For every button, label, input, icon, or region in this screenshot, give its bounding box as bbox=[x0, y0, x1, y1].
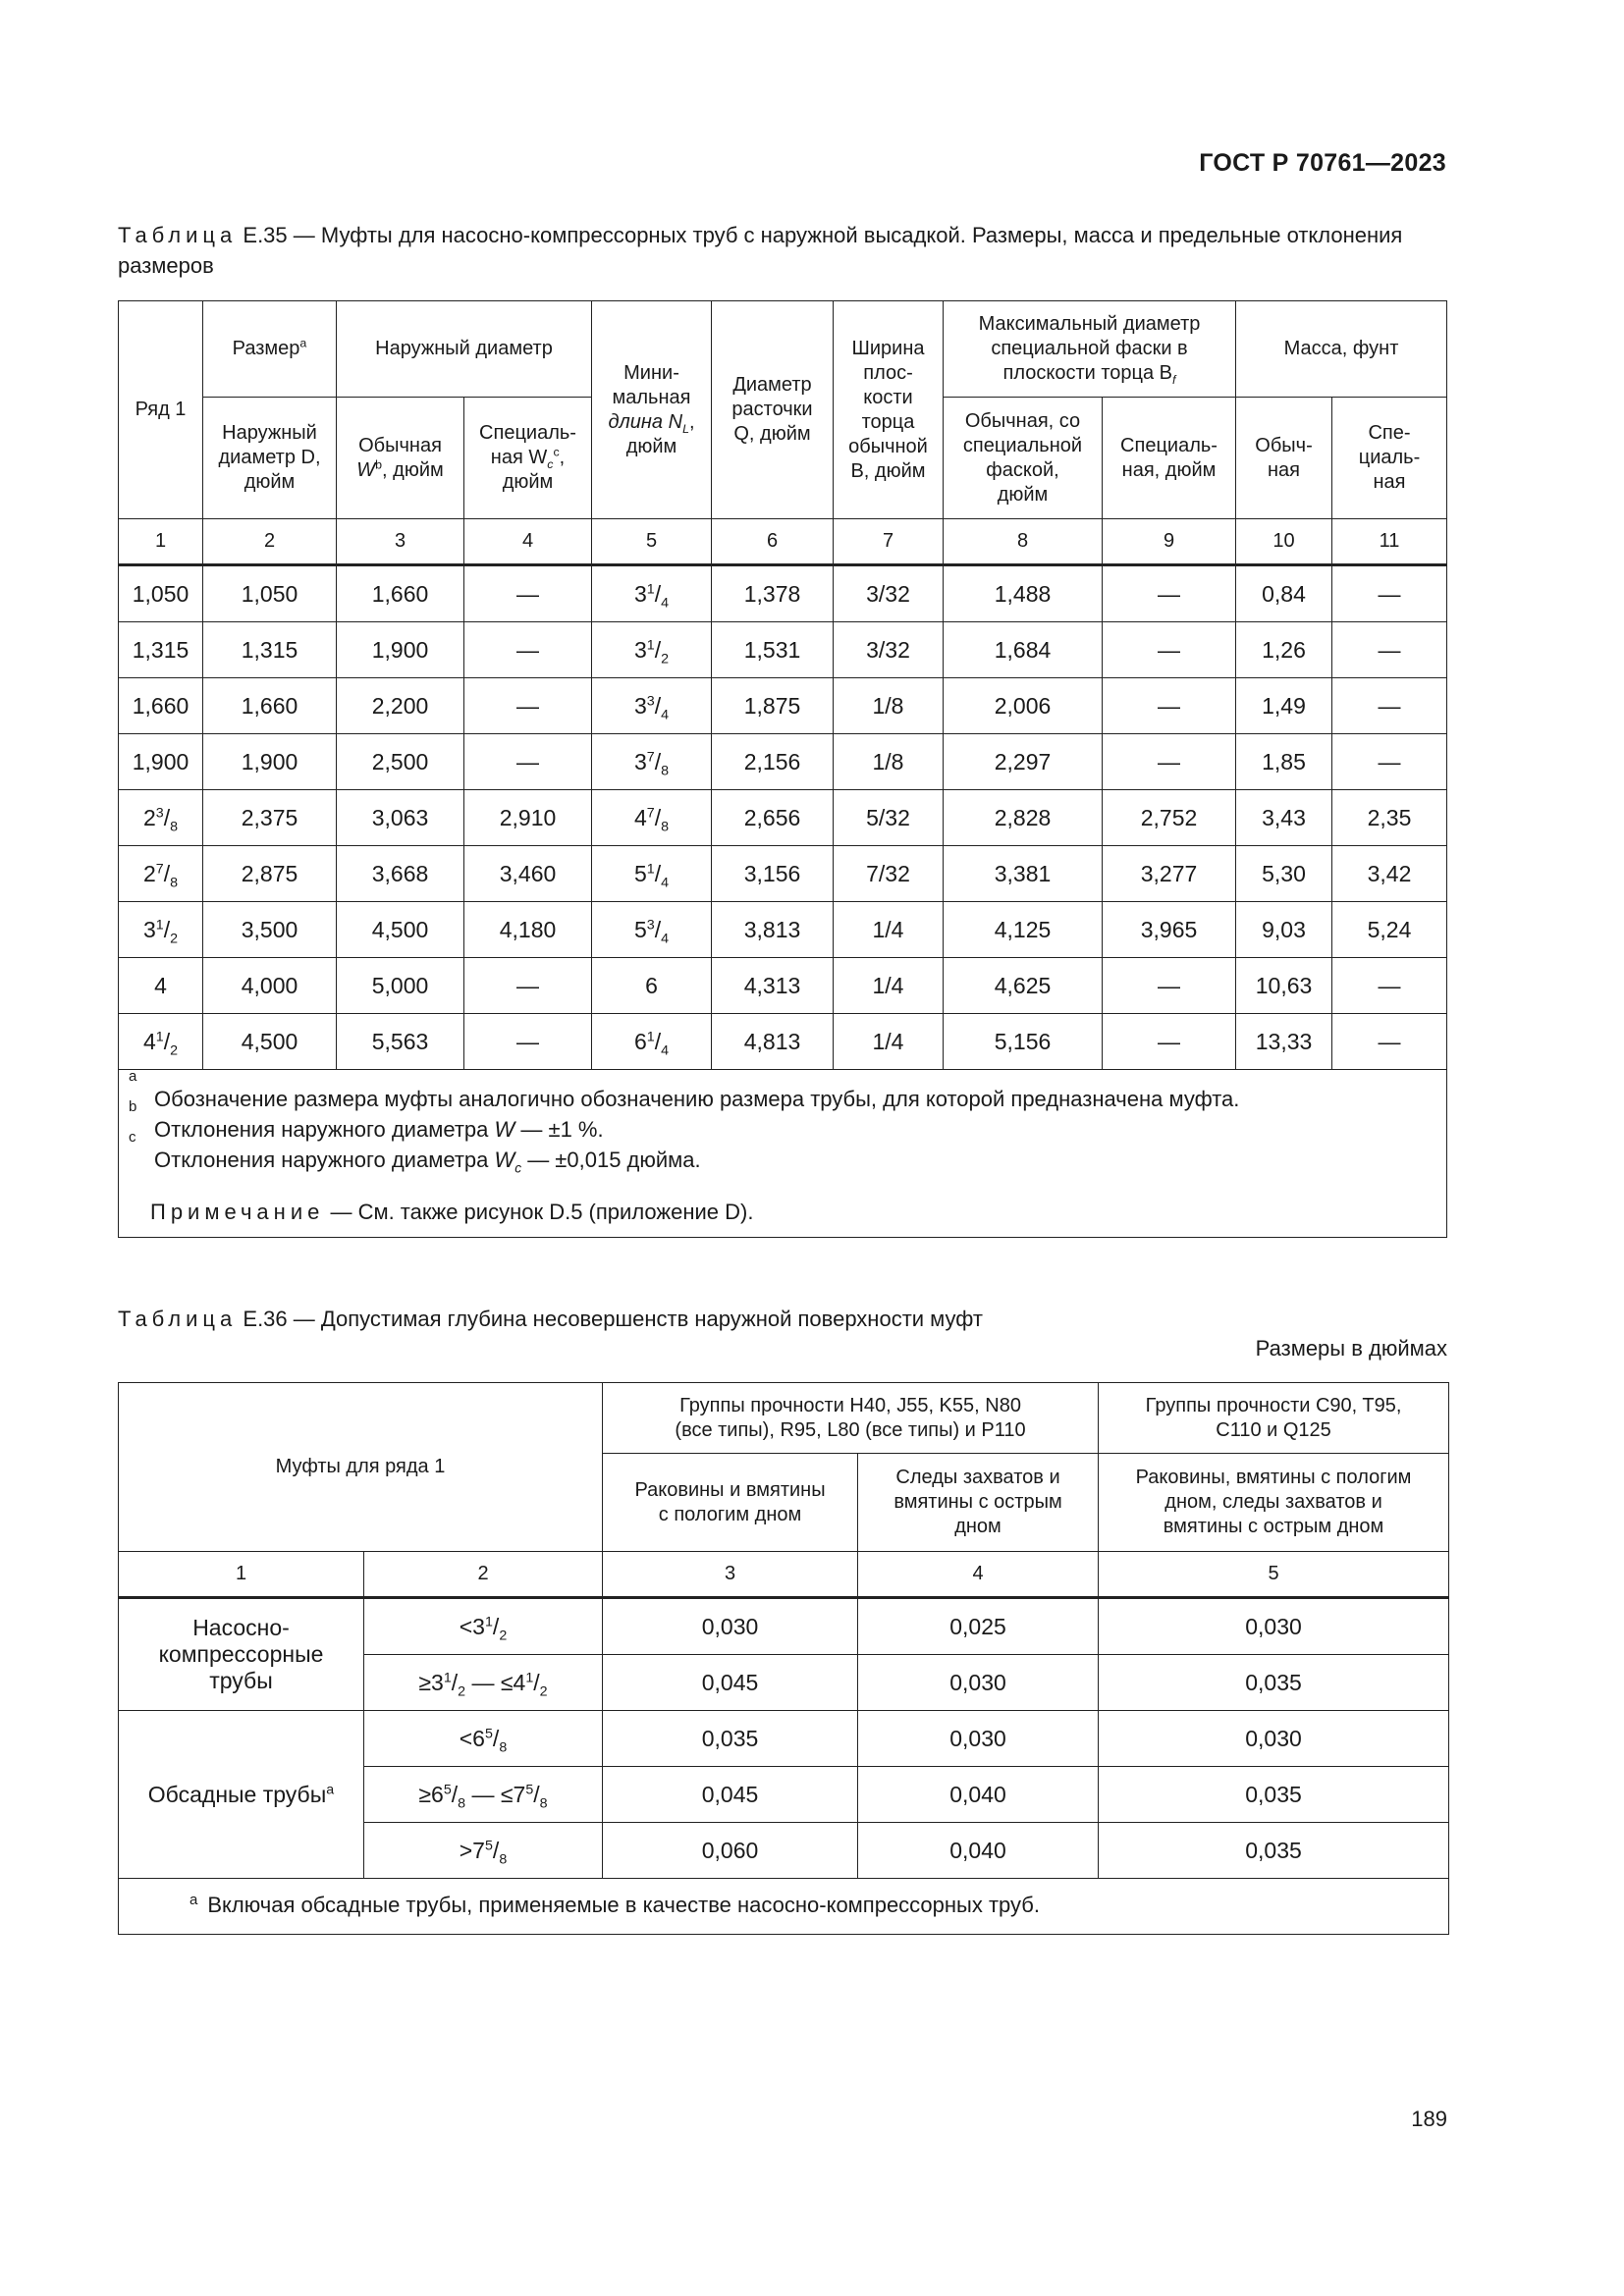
value-cell: 2,156 bbox=[712, 734, 834, 790]
size-cell: $2^3/_8$ bbox=[119, 790, 203, 846]
value-cell: 0,035 bbox=[1099, 1655, 1449, 1711]
table-e36 bbox=[118, 1382, 1449, 1935]
value-cell: 1/4 bbox=[834, 1014, 944, 1070]
value-cell: — bbox=[1103, 565, 1236, 622]
value-cell: 1,875 bbox=[712, 678, 834, 734]
value-cell: — bbox=[1332, 622, 1447, 678]
value-cell: — bbox=[464, 565, 592, 622]
value-cell: 7/32 bbox=[834, 846, 944, 902]
value-cell: 2,006 bbox=[944, 678, 1103, 734]
header-couplings: Муфты для ряда 1 bbox=[119, 1383, 603, 1552]
value-cell: 0,030 bbox=[603, 1598, 858, 1655]
column-number: 4 bbox=[858, 1552, 1099, 1598]
value-cell: 4,180 bbox=[464, 902, 592, 958]
value-cell: — bbox=[1332, 1014, 1447, 1070]
table-e35-remark: Примечание — См. также рисунок D.5 (приложение D). bbox=[150, 1200, 754, 1224]
value-cell: 2,656 bbox=[712, 790, 834, 846]
value-cell: 10,63 bbox=[1236, 958, 1332, 1014]
value-cell: 5,563 bbox=[337, 1014, 464, 1070]
value-cell: 13,33 bbox=[1236, 1014, 1332, 1070]
size-cell: 1,315 bbox=[119, 622, 203, 678]
value-cell: 1,85 bbox=[1236, 734, 1332, 790]
column-number: 3 bbox=[603, 1552, 858, 1598]
value-cell: 5,156 bbox=[944, 1014, 1103, 1070]
size-cell: $3^3/_4$ bbox=[592, 678, 712, 734]
value-cell: 2,375 bbox=[203, 790, 337, 846]
size-cell: $3^1/_2$ bbox=[592, 622, 712, 678]
table-row bbox=[119, 734, 1447, 790]
table-row bbox=[119, 958, 1447, 1014]
header-mass-special: Спе- циаль- ная bbox=[1332, 398, 1447, 519]
value-cell: 3,277 bbox=[1103, 846, 1236, 902]
value-cell: 0,045 bbox=[603, 1767, 858, 1823]
column-number: 1 bbox=[119, 1552, 364, 1598]
value-cell: 4,125 bbox=[944, 902, 1103, 958]
size-cell: 1,660 bbox=[119, 678, 203, 734]
column-number: 7 bbox=[834, 519, 944, 565]
note-b: b Отклонения наружного диаметра W — ±1 %. bbox=[129, 1098, 604, 1142]
value-cell: 3,813 bbox=[712, 902, 834, 958]
value-cell: 5/32 bbox=[834, 790, 944, 846]
value-cell: 3,965 bbox=[1103, 902, 1236, 958]
value-cell: — bbox=[464, 1014, 592, 1070]
table-e36-footnote: $^a$ Включая обсадные трубы, применяемые в качестве насосно-компрессорных труб. bbox=[119, 1879, 1449, 1935]
value-cell: 1,378 bbox=[712, 565, 834, 622]
table-row bbox=[119, 902, 1447, 958]
table-row bbox=[119, 678, 1447, 734]
value-cell: 1/8 bbox=[834, 734, 944, 790]
table-row bbox=[119, 1711, 1449, 1767]
table-row bbox=[119, 1598, 1449, 1655]
header-face-width: Ширина плос- кости торца обычной B, дюйм bbox=[834, 301, 944, 519]
header-chamfer-diameter: Максимальный диаметр специальной фаски в плоскости торца $B_f$ bbox=[944, 301, 1236, 398]
document-id: ГОСТ Р 70761—2023 bbox=[1199, 149, 1446, 177]
size-cell: $>7^5/_8$ bbox=[364, 1823, 603, 1879]
table-row bbox=[119, 790, 1447, 846]
page-number: 189 bbox=[1411, 2107, 1447, 2131]
value-cell: 3,668 bbox=[337, 846, 464, 902]
value-cell: 0,035 bbox=[1099, 1823, 1449, 1879]
column-number-row bbox=[119, 519, 1447, 565]
units-label: Размеры в дюймах bbox=[1255, 1336, 1447, 1361]
size-cell: $3^1/_2$ bbox=[119, 902, 203, 958]
value-cell: 5,24 bbox=[1332, 902, 1447, 958]
size-cell: $2^7/_8$ bbox=[119, 846, 203, 902]
value-cell: — bbox=[464, 678, 592, 734]
column-number: 4 bbox=[464, 519, 592, 565]
size-cell: $\ge 3^1/_2$ — $\le 4^1/_2$ bbox=[364, 1655, 603, 1711]
value-cell: 0,060 bbox=[603, 1823, 858, 1879]
column-number: 10 bbox=[1236, 519, 1332, 565]
note-c: c Отклонения наружного диаметра $W_c$ — ±0,015 дюйма. bbox=[129, 1129, 701, 1176]
header-row-series: Ряд 1 bbox=[119, 301, 203, 519]
size-cell: $\ge 6^5/_8$ — $\le 7^5/_8$ bbox=[364, 1767, 603, 1823]
caption-word: Таблица bbox=[118, 1307, 238, 1331]
value-cell: 3,460 bbox=[464, 846, 592, 902]
value-cell: — bbox=[1332, 678, 1447, 734]
size-cell: 1,050 bbox=[119, 565, 203, 622]
value-cell: 2,297 bbox=[944, 734, 1103, 790]
column-number: 2 bbox=[203, 519, 337, 565]
value-cell: 3,500 bbox=[203, 902, 337, 958]
column-number: 1 bbox=[119, 519, 203, 565]
value-cell: — bbox=[464, 622, 592, 678]
value-cell: — bbox=[464, 734, 592, 790]
group-casing: Обсадные трубы$^a$ bbox=[119, 1711, 364, 1879]
value-cell: 2,200 bbox=[337, 678, 464, 734]
value-cell: 4,500 bbox=[203, 1014, 337, 1070]
value-cell: 4,813 bbox=[712, 1014, 834, 1070]
value-cell: 1,050 bbox=[203, 565, 337, 622]
value-cell: 0,040 bbox=[858, 1823, 1099, 1879]
value-cell: 3/32 bbox=[834, 565, 944, 622]
header-mass-regular: Обыч- ная bbox=[1236, 398, 1332, 519]
value-cell: 0,030 bbox=[1099, 1711, 1449, 1767]
value-cell: 5,30 bbox=[1236, 846, 1332, 902]
header-regular-w: Обычная $W^b$, дюйм bbox=[337, 398, 464, 519]
header-strength-group-2: Группы прочности C90, T95, C110 и Q125 bbox=[1099, 1383, 1449, 1454]
value-cell: 4,625 bbox=[944, 958, 1103, 1014]
column-number: 3 bbox=[337, 519, 464, 565]
header-outer-diameter: Наружный диаметр bbox=[337, 301, 592, 398]
table-e35-caption bbox=[118, 220, 1443, 281]
size-cell: $5^3/_4$ bbox=[592, 902, 712, 958]
value-cell: 1,49 bbox=[1236, 678, 1332, 734]
table-e35-notes bbox=[119, 1070, 1447, 1238]
group-tubing: Насосно- компрессорные трубы bbox=[119, 1598, 364, 1711]
value-cell: 9,03 bbox=[1236, 902, 1332, 958]
size-cell: $<6^5/_8$ bbox=[364, 1711, 603, 1767]
value-cell: 3,42 bbox=[1332, 846, 1447, 902]
value-cell: 4,313 bbox=[712, 958, 834, 1014]
value-cell: 2,752 bbox=[1103, 790, 1236, 846]
header-all-imperfections: Раковины, вмятины с пологим дном, следы захватов и вмятины с острым дном bbox=[1099, 1454, 1449, 1552]
header-strength-group-1: Группы прочности H40, J55, K55, N80 (все типы), R95, L80 (все типы) и P110 bbox=[603, 1383, 1099, 1454]
value-cell: — bbox=[1332, 565, 1447, 622]
size-cell: 6 bbox=[592, 958, 712, 1014]
value-cell: 0,030 bbox=[858, 1711, 1099, 1767]
column-number: 8 bbox=[944, 519, 1103, 565]
value-cell: 0,025 bbox=[858, 1598, 1099, 1655]
header-mass: Масса, фунт bbox=[1236, 301, 1447, 398]
value-cell: 0,84 bbox=[1236, 565, 1332, 622]
size-cell: $3^7/_8$ bbox=[592, 734, 712, 790]
value-cell: 0,040 bbox=[858, 1767, 1099, 1823]
value-cell: 3,156 bbox=[712, 846, 834, 902]
value-cell: — bbox=[1103, 958, 1236, 1014]
value-cell: 1,531 bbox=[712, 622, 834, 678]
value-cell: 2,35 bbox=[1332, 790, 1447, 846]
size-cell: 1,900 bbox=[119, 734, 203, 790]
column-number-row bbox=[119, 1552, 1449, 1598]
size-cell: $6^1/_4$ bbox=[592, 1014, 712, 1070]
value-cell: — bbox=[1332, 958, 1447, 1014]
value-cell: — bbox=[1103, 1014, 1236, 1070]
value-cell: 2,910 bbox=[464, 790, 592, 846]
value-cell: — bbox=[1103, 622, 1236, 678]
header-grip-marks: Следы захватов и вмятины с острым дном bbox=[858, 1454, 1099, 1552]
size-cell: $4^7/_8$ bbox=[592, 790, 712, 846]
value-cell: 1,660 bbox=[337, 565, 464, 622]
header-min-length: Мини- мальная длина $N_L$, дюйм bbox=[592, 301, 712, 519]
column-number: 5 bbox=[592, 519, 712, 565]
caption-text: Е.36 — Допустимая глубина несовершенств наружной поверхности муфт bbox=[243, 1307, 983, 1331]
value-cell: 0,035 bbox=[603, 1711, 858, 1767]
value-cell: 1,26 bbox=[1236, 622, 1332, 678]
value-cell: 1,684 bbox=[944, 622, 1103, 678]
value-cell: 1,900 bbox=[203, 734, 337, 790]
caption-word: Таблица bbox=[118, 223, 238, 247]
value-cell: 1/4 bbox=[834, 902, 944, 958]
value-cell: 3,063 bbox=[337, 790, 464, 846]
caption-text: Е.35 — Муфты для насосно-компрессорных труб с наружной высадкой. Размеры, масса и предельные отклонения размеров bbox=[118, 223, 1403, 278]
value-cell: — bbox=[1103, 678, 1236, 734]
table-row bbox=[119, 622, 1447, 678]
size-cell: $<3^1/_2$ bbox=[364, 1598, 603, 1655]
header-chamfer-special: Специаль- ная, дюйм bbox=[1103, 398, 1236, 519]
value-cell: 3,43 bbox=[1236, 790, 1332, 846]
size-cell: $4^1/_2$ bbox=[119, 1014, 203, 1070]
header-special-wc: Специаль- ная $W_c^c$, дюйм bbox=[464, 398, 592, 519]
value-cell: 0,045 bbox=[603, 1655, 858, 1711]
value-cell: — bbox=[1103, 734, 1236, 790]
header-size: Размер$^a$ bbox=[203, 301, 337, 398]
table-e35 bbox=[118, 300, 1447, 1238]
value-cell: 5,000 bbox=[337, 958, 464, 1014]
value-cell: 4,500 bbox=[337, 902, 464, 958]
size-cell: $5^1/_4$ bbox=[592, 846, 712, 902]
value-cell: 1,900 bbox=[337, 622, 464, 678]
table-row bbox=[119, 846, 1447, 902]
header-chamfer-regular: Обычная, со специальной фаской, дюйм bbox=[944, 398, 1103, 519]
value-cell: — bbox=[1332, 734, 1447, 790]
value-cell: 1,315 bbox=[203, 622, 337, 678]
table-row bbox=[119, 1014, 1447, 1070]
table-e36-caption bbox=[118, 1304, 1443, 1334]
value-cell: 0,030 bbox=[1099, 1598, 1449, 1655]
value-cell: 2,500 bbox=[337, 734, 464, 790]
value-cell: 1/4 bbox=[834, 958, 944, 1014]
column-number: 2 bbox=[364, 1552, 603, 1598]
header-bore-diameter: Диаметр расточки Q, дюйм bbox=[712, 301, 834, 519]
value-cell: 3,381 bbox=[944, 846, 1103, 902]
note-a: a Обозначение размера муфты аналогично обозначению размера трубы, для которой предназначена муфта. bbox=[129, 1068, 1240, 1111]
value-cell: 2,875 bbox=[203, 846, 337, 902]
value-cell: 0,035 bbox=[1099, 1767, 1449, 1823]
column-number: 5 bbox=[1099, 1552, 1449, 1598]
column-number: 9 bbox=[1103, 519, 1236, 565]
header-outer-d: Наружный диаметр D, дюйм bbox=[203, 398, 337, 519]
table-row bbox=[119, 565, 1447, 622]
value-cell: 4,000 bbox=[203, 958, 337, 1014]
column-number: 6 bbox=[712, 519, 834, 565]
value-cell: 1,488 bbox=[944, 565, 1103, 622]
header-pits-dents: Раковины и вмятины с пологим дном bbox=[603, 1454, 858, 1552]
value-cell: 1/8 bbox=[834, 678, 944, 734]
size-cell: 4 bbox=[119, 958, 203, 1014]
value-cell: — bbox=[464, 958, 592, 1014]
column-number: 11 bbox=[1332, 519, 1447, 565]
value-cell: 2,828 bbox=[944, 790, 1103, 846]
size-cell: $3^1/_4$ bbox=[592, 565, 712, 622]
value-cell: 1,660 bbox=[203, 678, 337, 734]
value-cell: 0,030 bbox=[858, 1655, 1099, 1711]
value-cell: 3/32 bbox=[834, 622, 944, 678]
